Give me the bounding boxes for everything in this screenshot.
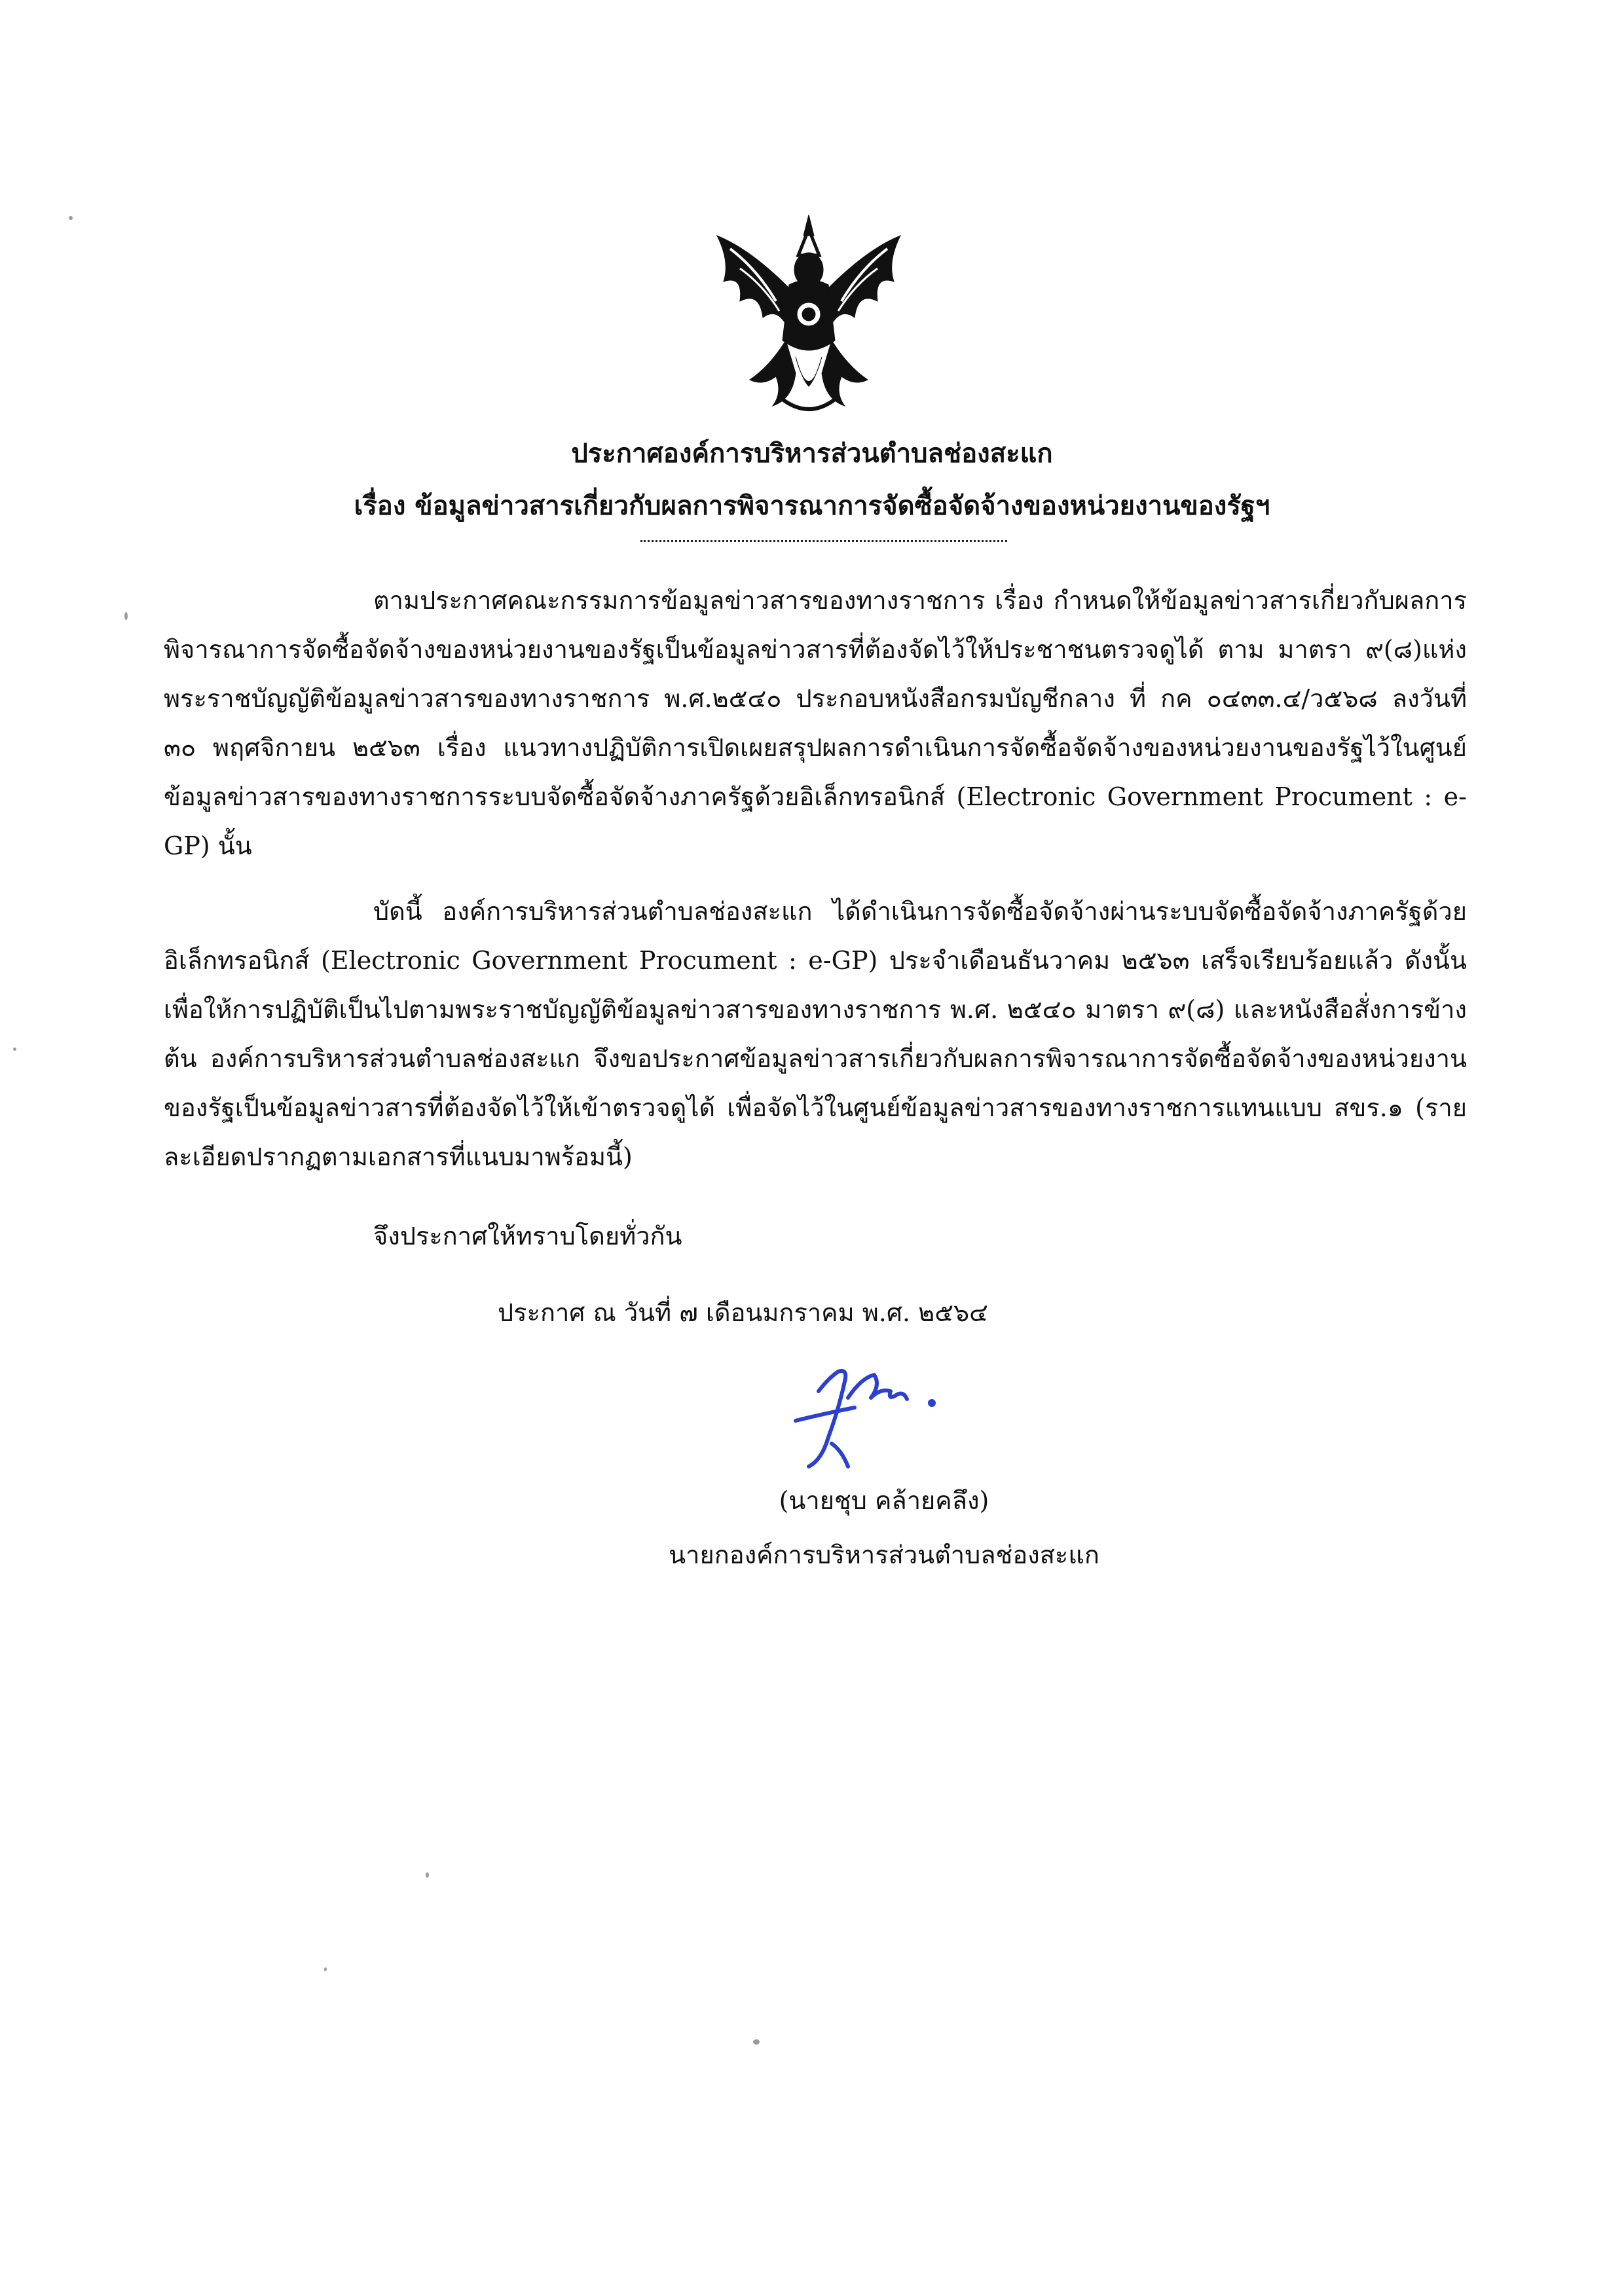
scan-speck — [124, 612, 128, 620]
signer-title: นายกองค์การบริหารส่วนตำบลช่องสะแก — [669, 1540, 1099, 1569]
scan-speck — [753, 2039, 760, 2045]
announcement-subject: เรื่อง ข้อมูลข่าวสารเกี่ยวกับผลการพิจารณาการจัดซื้อจัดจ้างของหน่วยงานของรัฐฯ — [354, 490, 1270, 521]
dotted-divider — [640, 540, 1007, 542]
body-paragraph-2: บัดนี้ องค์การบริหารส่วนตำบลช่องสะแก ได้ดำเนินการจัดซื้อจัดจ้างผ่านระบบจัดซื้อจัดจ้างภาครัฐด้วยอิเล็กทรอนิกส์ (Electronic Government Procument : e-GP) ประจำเดือนธันวาคม ๒๕๖๓ เสร็จเรียบร้อยแล้ว ดังนั้น เพื่อให้การปฏิบัติเป็นไปตามพระราชบัญญัติข้อมูลข่าวสารของทางราชการ พ.ศ. ๒๕๔๐ มาตรา ๙(๘) และหนังสือสั่งการข้างต้น องค์การบริหารส่วนตำบลช่องสะแก จึงขอประกาศข้อมูลข่าวสารเกี่ยวกับผลการพิจารณาการจัดซื้อจัดจ้างของหน่วยงานของรัฐเป็นข้อมูลข่าวสารที่ต้องจัดไว้ให้เข้าตรวจดูได้ เพื่อจัดไว้ในศูนย์ข้อมูลข่าวสารของทางราชการแทนแบบ สขร.๑ (รายละเอียดปรากฏตามเอกสารที่แนบมาพร้อมนี้) — [164, 897, 1467, 1171]
scan-speck — [324, 1967, 327, 1971]
signature-icon — [783, 1352, 953, 1476]
garuda-emblem-icon — [710, 210, 907, 419]
announcement-title: ประกาศองค์การบริหารส่วนตำบลช่องสะแก — [571, 438, 1053, 469]
body-paragraph-1: ตามประกาศคณะกรรมการข้อมูลข่าวสารของทางราชการ เรื่อง กำหนดให้ข้อมูลข่าวสารเกี่ยวกับผลการพิจารณาการจัดซื้อจัดจ้างของหน่วยงานของรัฐเป็นข้อมูลข่าวสารที่ต้องจัดไว้ให้ประชาชนตรวจดูได้ ตาม มาตรา ๙(๘)แห่งพระราชบัญญัติข้อมูลข่าวสารของทางราชการ พ.ศ.๒๕๔๐ ประกอบหนังสือกรมบัญชีกลาง ที่ กค ๐๔๓๓.๔/ว๕๖๘ ลงวันที่ ๓๐ พฤศจิกายน ๒๕๖๓ เรื่อง แนวทางปฏิบัติการเปิดเผยสรุปผลการดำเนินการจัดซื้อจัดจ้างของหน่วยงานของรัฐไว้ในศูนย์ข้อมูลข่าวสารของทางราชการระบบจัดซื้อจัดจ้างภาครัฐด้วยอิเล็กทรอนิกส์ (Electronic Government Procument : e-GP) นั้น — [164, 586, 1467, 860]
closing-statement: จึงประกาศให้ทราบโดยทั่วกัน — [373, 1222, 682, 1250]
scan-speck — [426, 1872, 429, 1878]
announcement-date: ประกาศ ณ วันที่ ๗ เดือนมกราคม พ.ศ. ๒๕๖๔ — [498, 1298, 988, 1327]
signer-name: (นายชุบ คล้ายคลึง) — [779, 1486, 989, 1515]
scan-speck — [69, 216, 73, 220]
scan-speck — [13, 1048, 16, 1051]
